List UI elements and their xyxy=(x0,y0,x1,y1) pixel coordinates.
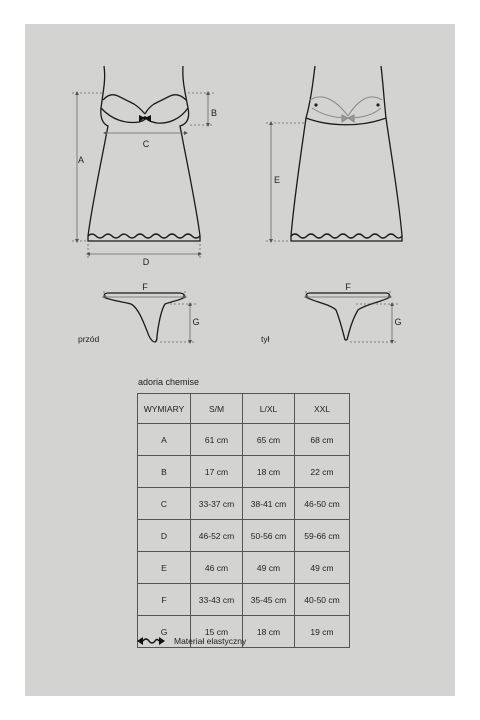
back-chemise-outline xyxy=(291,66,402,241)
table-cell: 22 cm xyxy=(295,456,350,488)
table-row xyxy=(138,584,350,616)
table-cell: G xyxy=(138,616,191,648)
front-label-a: A xyxy=(77,155,85,165)
table-cell: B xyxy=(138,456,191,488)
table-header-cell: S/M xyxy=(191,394,243,424)
legend-text: Materiał elastyczny xyxy=(174,636,247,646)
table-cell: 18 cm xyxy=(243,456,295,488)
front-thong-outline xyxy=(104,293,185,342)
front-label-d: D xyxy=(142,257,150,267)
front-label-c: C xyxy=(142,139,150,149)
table-cell: 19 cm xyxy=(295,616,350,648)
table-cell: C xyxy=(138,488,191,520)
back-thong-outline xyxy=(306,293,390,340)
table-cell: 46 cm xyxy=(191,552,243,584)
size-table xyxy=(137,393,350,648)
table-cell: D xyxy=(138,520,191,552)
table-cell: 33-43 cm xyxy=(191,584,243,616)
front-thong-label-g: G xyxy=(192,317,200,327)
back-strap-rings-icon xyxy=(314,103,379,106)
back-measurement-lines xyxy=(266,123,306,241)
table-cell: 49 cm xyxy=(295,552,350,584)
front-chemise-outline xyxy=(88,66,200,241)
table-header-cell: L/XL xyxy=(243,394,295,424)
table-cell: 61 cm xyxy=(191,424,243,456)
table-header-cell: XXL xyxy=(295,394,350,424)
back-label-e: E xyxy=(273,175,281,185)
elastic-arrows-icon xyxy=(136,636,166,646)
table-cell: 68 cm xyxy=(295,424,350,456)
table-cell: 35-45 cm xyxy=(243,584,295,616)
table-cell: 46-52 cm xyxy=(191,520,243,552)
table-cell: 18 cm xyxy=(243,616,295,648)
table-cell: 65 cm xyxy=(243,424,295,456)
table-row xyxy=(138,488,350,520)
table-cell: E xyxy=(138,552,191,584)
table-cell: 50-56 cm xyxy=(243,520,295,552)
table-cell: 49 cm xyxy=(243,552,295,584)
front-label-b: B xyxy=(210,108,218,118)
table-cell: 46-50 cm xyxy=(295,488,350,520)
table-header-row xyxy=(138,394,350,424)
table-cell: 33-37 cm xyxy=(191,488,243,520)
table-cell: 15 cm xyxy=(191,616,243,648)
table-row xyxy=(138,424,350,456)
table-cell: 40-50 cm xyxy=(295,584,350,616)
back-thong-measurement-lines xyxy=(306,291,398,342)
legend xyxy=(136,636,246,646)
table-cell: A xyxy=(138,424,191,456)
product-title: adoria chemise xyxy=(138,377,200,387)
table-row xyxy=(138,552,350,584)
table-cell: F xyxy=(138,584,191,616)
table-row xyxy=(138,520,350,552)
table-row xyxy=(138,456,350,488)
table-cell: 17 cm xyxy=(191,456,243,488)
back-cup-ghost-outline xyxy=(310,97,382,122)
table-header-cell: WYMIARY xyxy=(138,394,191,424)
back-view-caption: tył xyxy=(261,334,270,344)
table-cell: 59-66 cm xyxy=(295,520,350,552)
front-thong-label-f: F xyxy=(142,282,148,292)
front-view-caption: przód xyxy=(78,334,100,344)
back-thong-label-f: F xyxy=(345,282,351,292)
table-cell: 38-41 cm xyxy=(243,488,295,520)
back-thong-label-g: G xyxy=(394,317,402,327)
